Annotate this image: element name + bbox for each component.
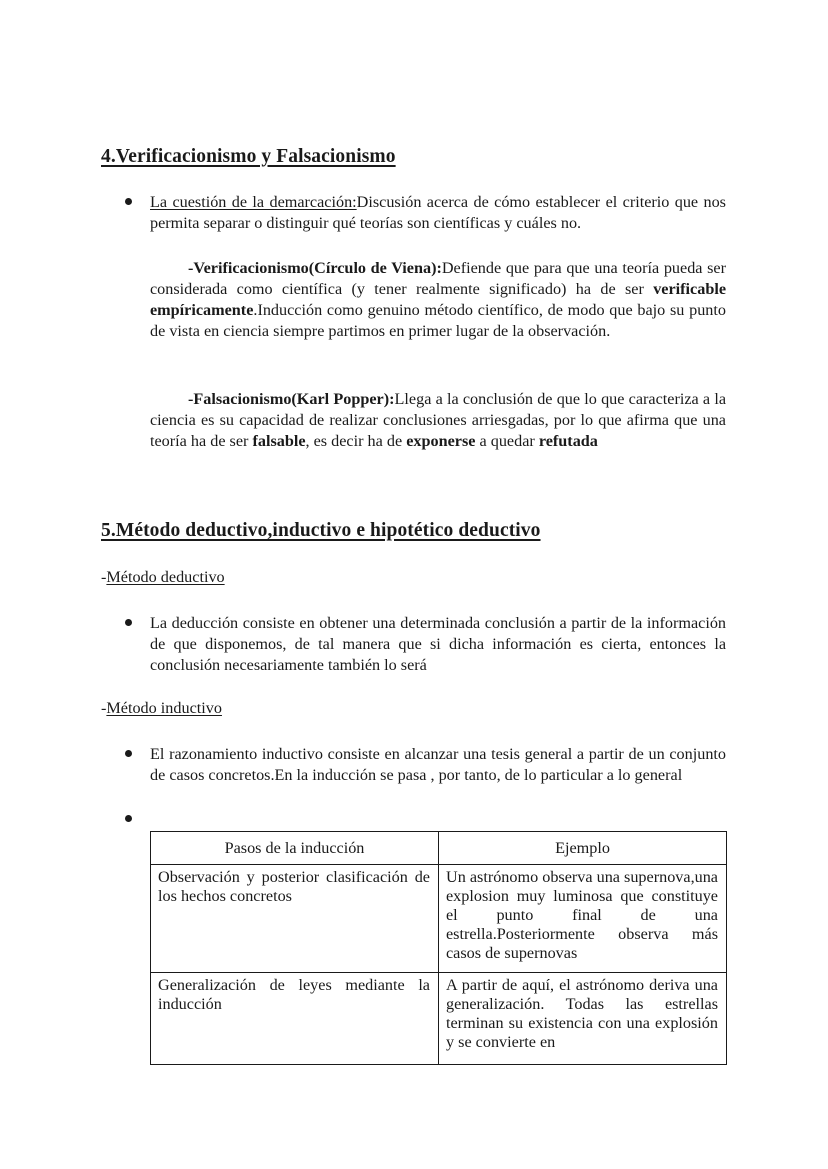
table-cell: Observación y posterior clasificación de los hechos concretos [151,865,439,973]
demarcation-paragraph [150,192,726,234]
table-header-row [151,832,727,865]
verificacionismo-label: -Verificacionismo(Círculo de Viena): [188,259,442,277]
verificacionismo-bold: verificable empíricamente [150,280,726,319]
verificacionismo-paragraph [150,258,726,342]
table-cell: Un astrónomo observa una supernova,una explosion muy luminosa que constituye el punto final de una estrella.Posteriormente observa más casos de supernovas [439,865,727,973]
bullet-icon [124,619,134,629]
demarcation-label: La cuestión de la demarcación: [150,193,357,211]
falsacionismo-text-2: , es decir ha de [305,432,407,450]
falsacionismo-label: -Falsacionismo(Karl Popper): [188,390,395,408]
deductivo-dash: - [101,568,107,586]
bullet-icon [124,198,134,208]
inductivo-heading [101,699,222,718]
section-5-title: 5.Método deductivo,inductivo e hipotético deductivo [101,520,541,541]
deductivo-heading [101,568,225,587]
falsacionismo-bold-3: refutada [538,432,598,450]
deductivo-heading-text: Método deductivo [106,568,225,586]
table-row [151,973,727,1065]
induction-steps-table [150,831,727,1065]
falsacionismo-bold-1: falsable [252,432,306,450]
table-cell: A partir de aquí, el astrónomo deriva una generalización. Todas las estrellas terminan su existencia con una explosión y se convierte en [439,973,727,1065]
falsacionismo-paragraph [150,389,726,452]
bullet-icon [124,750,134,760]
verificacionismo-text-2: .Inducción como genuino método científico, de modo que bajo su punto de vista en ciencia siempre partimos en primer lugar de la observación. [150,301,726,340]
table-header-steps: Pasos de la inducción [151,832,439,865]
table-header-example: Ejemplo [439,832,727,865]
falsacionismo-text-1: Llega a la conclusión de que lo que caracteriza a la ciencia es su capacidad de realizar conclusiones arriesgadas, por lo que afirma que una teoría ha de ser [150,390,727,450]
deductivo-paragraph: La deducción consiste en obtener una determinada conclusión a partir de la información de que disponemos, de tal manera que si dicha información es cierta, entonces la conclusión necesariamente también lo será [150,614,726,674]
inductivo-paragraph: El razonamiento inductivo consiste en alcanzar una tesis general a partir de un conjunto de casos concretos.En la inducción se pasa , por tanto, de lo particular a lo general [150,745,726,784]
table-row [151,865,727,973]
demarcation-text: Discusión acerca de cómo establecer el criterio que nos permita separar o distinguir qué teorías son científicas y cuáles no. [150,193,726,232]
bullet-icon [124,815,134,825]
falsacionismo-bold-2: exponerse [406,432,476,450]
inductivo-heading-text: Método inductivo [106,699,222,717]
verificacionismo-text-1: Defiende que para que una teoría pueda ser considerada como científica (y tener realmente significado) ha de ser [150,259,726,298]
table-cell: Generalización de leyes mediante la inducción [151,973,439,1065]
falsacionismo-text-3: a quedar [475,432,539,450]
inductivo-dash: - [101,699,107,717]
section-4-title: 4.Verificacionismo y Falsacionismo [101,146,396,167]
